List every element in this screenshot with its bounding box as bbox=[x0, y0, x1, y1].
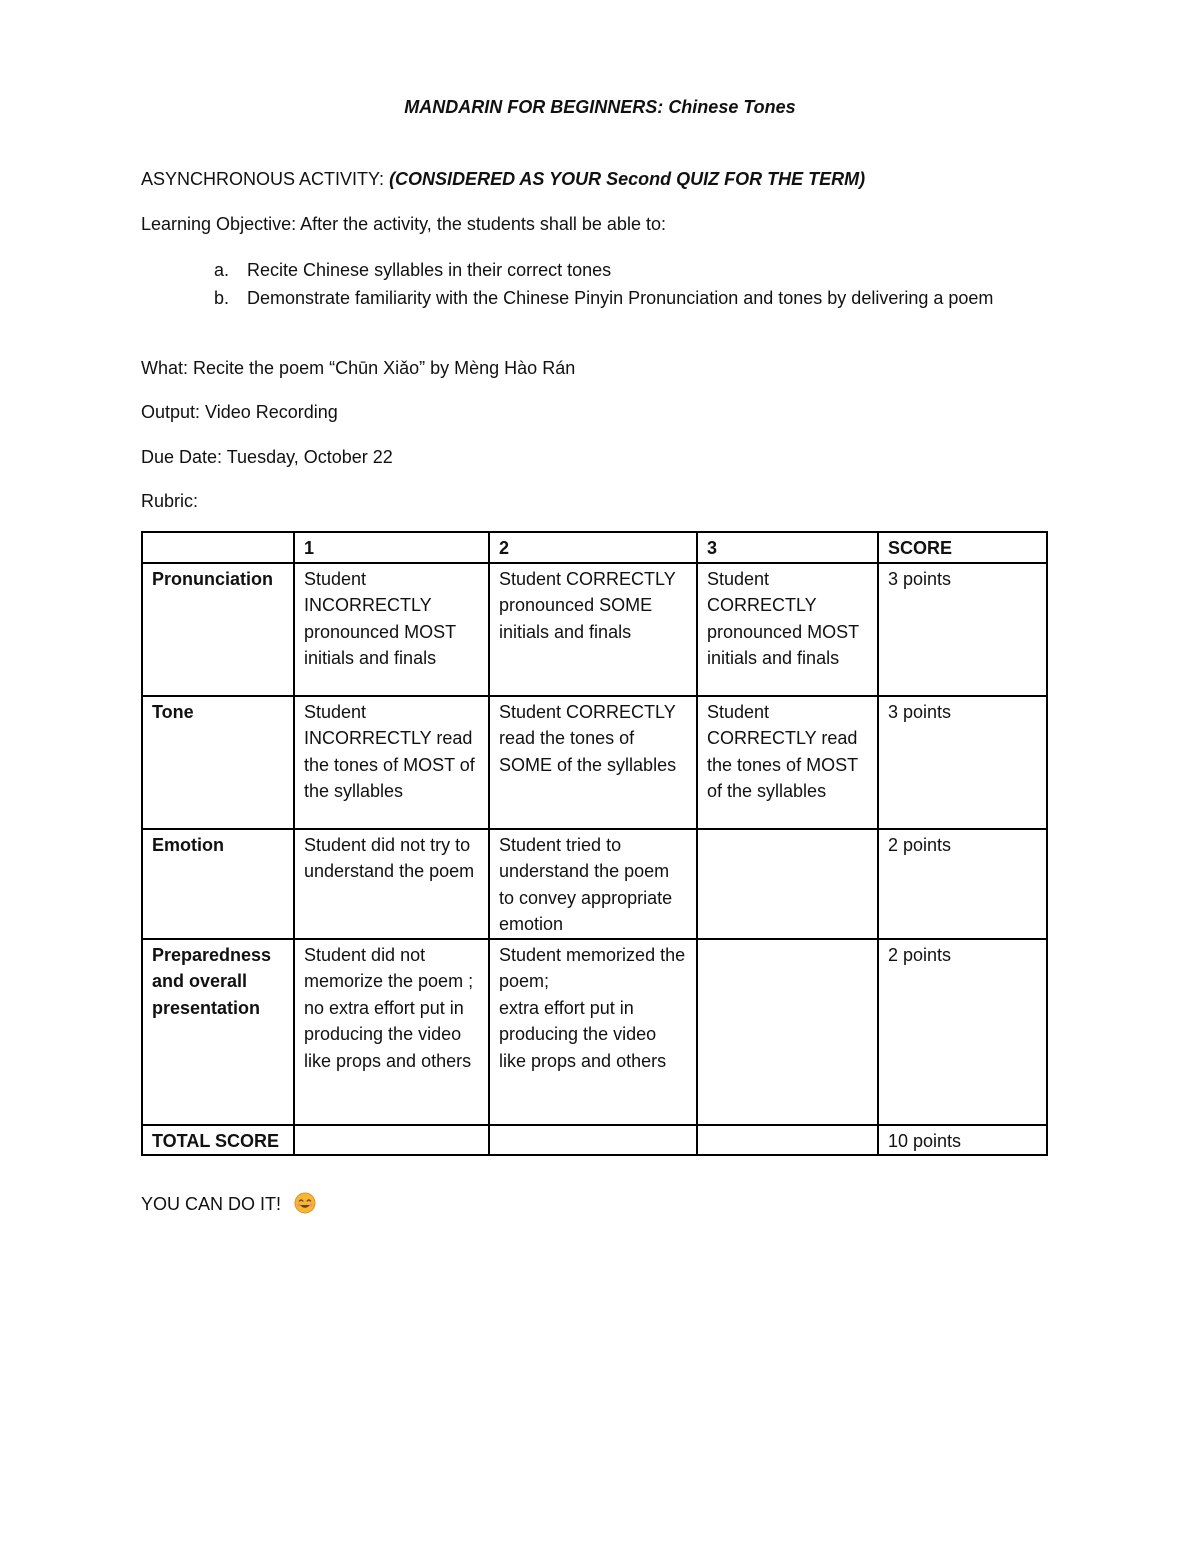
table-row bbox=[142, 563, 1047, 696]
activity-note: (CONSIDERED AS YOUR Second QUIZ FOR THE TERM) bbox=[389, 169, 866, 189]
list-item-text: Recite Chinese syllables in their correct tones bbox=[247, 260, 612, 280]
table-row bbox=[142, 829, 1047, 939]
list-item bbox=[141, 256, 1041, 284]
list-marker: a. bbox=[214, 260, 230, 280]
objective-intro: Learning Objective: After the activity, the students shall be able to: bbox=[141, 214, 666, 234]
total-row bbox=[142, 1125, 1047, 1156]
table-cell bbox=[294, 1125, 489, 1156]
header-cell bbox=[142, 532, 294, 563]
table-cell: Student tried to understand the poem to convey appropriate emotion bbox=[489, 829, 697, 939]
criterion-cell: Preparedness and overall presentation bbox=[142, 939, 294, 1125]
title-sub: Chinese Tones bbox=[668, 97, 796, 117]
table-cell: Student CORRECTLY pronounced MOST initials and finals bbox=[697, 563, 878, 696]
smiley-icon bbox=[294, 1192, 316, 1214]
criterion-cell: Emotion bbox=[142, 829, 294, 939]
table-cell: Student did not memorize the poem ; no extra effort put in producing the video like props and others bbox=[294, 939, 489, 1125]
table-cell bbox=[489, 939, 697, 1125]
header-cell: 2 bbox=[489, 532, 697, 563]
rubric-label: Rubric: bbox=[141, 491, 199, 511]
activity-label: ASYNCHRONOUS ACTIVITY: bbox=[141, 169, 385, 189]
what-line: What: Recite the poem “Chūn Xiǎo” by Mèng Hào Rán bbox=[141, 358, 576, 378]
header-cell: 3 bbox=[697, 532, 878, 563]
list-marker: b. bbox=[214, 288, 230, 308]
table-cell: Student CORRECTLY read the tones of MOST of the syllables bbox=[697, 696, 878, 829]
activity-line bbox=[141, 169, 865, 190]
table-row bbox=[142, 939, 1047, 1125]
objective-list bbox=[141, 256, 1041, 312]
list-item bbox=[141, 284, 1041, 312]
header-cell: 1 bbox=[294, 532, 489, 563]
closing-line bbox=[141, 1192, 316, 1215]
due-date-line: Due Date: Tuesday, October 22 bbox=[141, 447, 393, 467]
table-cell: Student INCORRECTLY read the tones of MOST of the syllables bbox=[294, 696, 489, 829]
rubric-table bbox=[141, 531, 1048, 1156]
output-line: Output: Video Recording bbox=[141, 402, 338, 422]
table-cell: Student CORRECTLY pronounced SOME initials and finals bbox=[489, 563, 697, 696]
closing-text: YOU CAN DO IT! bbox=[141, 1194, 282, 1214]
score-cell: 3 points bbox=[878, 563, 1047, 696]
table-cell bbox=[697, 829, 878, 939]
criterion-cell: Tone bbox=[142, 696, 294, 829]
criterion-cell: Pronunciation bbox=[142, 563, 294, 696]
table-cell: Student INCORRECTLY pronounced MOST initials and finals bbox=[294, 563, 489, 696]
cell-line: Student memorized the poem; bbox=[499, 944, 686, 991]
table-cell: Student CORRECTLY read the tones of SOME of the syllables bbox=[489, 696, 697, 829]
score-cell: 2 points bbox=[878, 829, 1047, 939]
cell-line: extra effort put in producing the video like props and others bbox=[499, 997, 667, 1071]
table-header-row bbox=[142, 532, 1047, 563]
score-cell: 3 points bbox=[878, 696, 1047, 829]
score-cell: 2 points bbox=[878, 939, 1047, 1125]
table-cell bbox=[697, 939, 878, 1125]
total-label-cell: TOTAL SCORE bbox=[142, 1125, 294, 1156]
table-row bbox=[142, 696, 1047, 829]
document-title bbox=[0, 97, 1200, 118]
list-item-text: Demonstrate familiarity with the Chinese Pinyin Pronunciation and tones by delivering a poem bbox=[247, 288, 994, 308]
table-cell bbox=[697, 1125, 878, 1156]
header-cell: SCORE bbox=[878, 532, 1047, 563]
table-cell bbox=[489, 1125, 697, 1156]
title-main: MANDARIN FOR BEGINNERS: bbox=[404, 97, 664, 117]
total-score-cell: 10 points bbox=[878, 1125, 1047, 1156]
table-cell: Student did not try to understand the poem bbox=[294, 829, 489, 939]
